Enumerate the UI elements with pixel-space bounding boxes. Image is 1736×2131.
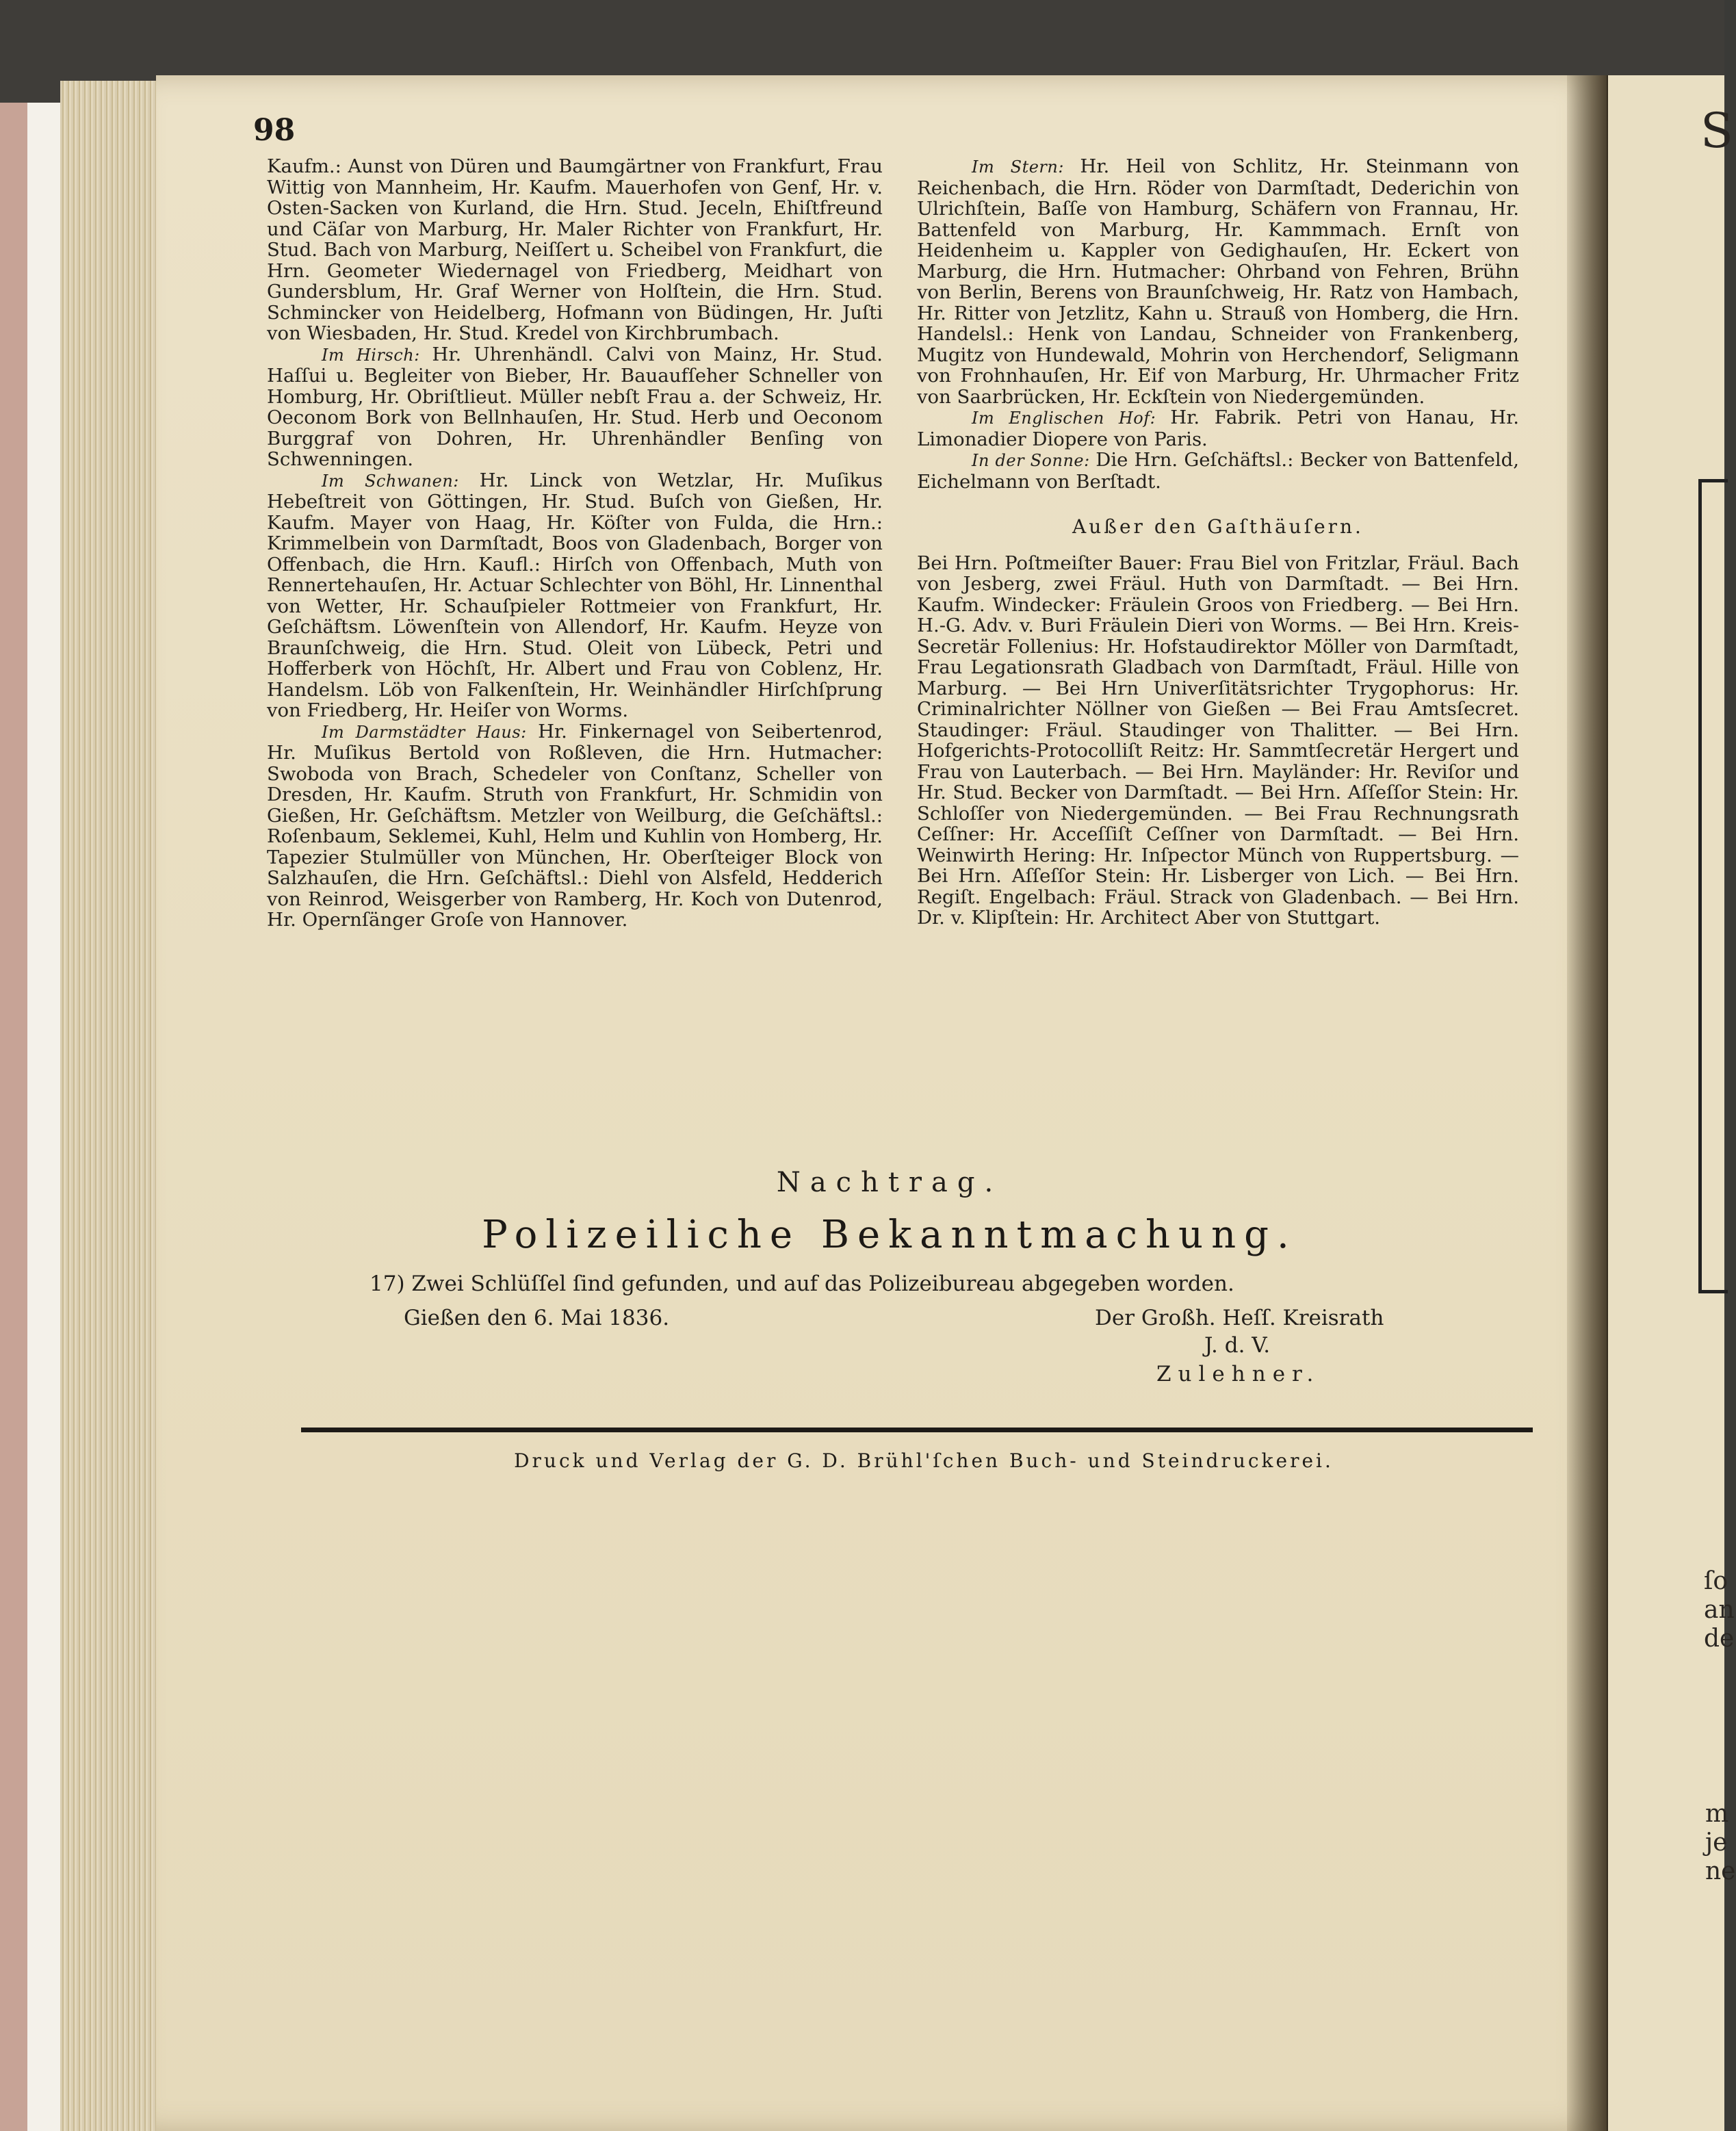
hotel-entry [917, 407, 1519, 450]
entry-text: Hr. Uhrenhändl. Calvi von Mainz, Hr. Stud. Haſſui u. Begleiter von Bieber, Hr. Bauaufſeher Schneller von Homburg, Hr. Obriſtlieut. Müller nebſt Frau a. der Schweiz, Hr. Oeconom Bork von Bellnhauſen, Hr. Stud. Herb und Oeconom Burggraf von Dohren, Hr. Uhrenhändler Benſing von Schwenningen. [267, 343, 883, 470]
hotel-entry [267, 721, 883, 931]
hotel-name: Im Schwanen: [322, 471, 480, 491]
guest-paragraph [917, 553, 1519, 929]
hotel-name: Im Stern: [972, 157, 1080, 177]
notice-title: Polizeiliche Bekanntmachung. [482, 1213, 1297, 1257]
entry-text: Die Hrn. Geſchäftsl.: Becker von Battenfeld, Eichelmann von Berſtadt. [917, 449, 1519, 493]
hotel-name: Im Darmstädter Haus: [322, 722, 539, 742]
facing-page-fragment: an [1704, 1596, 1735, 1624]
signature-office: Der Großh. Heſſ. Kreisrath [1095, 1306, 1384, 1330]
section-heading: Außer den Gaſthäuſern. [1072, 515, 1364, 538]
signature-name: Zulehner. [1156, 1362, 1321, 1386]
left-edge-card [0, 103, 27, 2131]
entry-text: Kaufm.: Aunst von Düren und Baumgärtner von Frankfurt, Frau Wittig von Mannheim, Hr. Kaufm. Mauerhofen von Genf, Hr. v. Osten-Sacken von Kurland, die Hrn. Stud. Jeceln, Ehiſtfreund und Cäſar von Marburg, Hr. Maler Richter von Frankfurt, Hr. Stud. Bach von Marburg, Neiſſert u. Scheibel von Frankfurt, die Hrn. Geometer Wiedernagel von Friedberg, Meidhart von Gundersblum, Hr. Graf Werner von Holſtein, die Hrn. Stud. Schmincker von Heidelberg, Hofmann von Büdingen, Hr. Juſti von Wiesbaden, Hr. Stud. Kredel von Kirchbrumbach. [267, 155, 883, 344]
entry-text: Hr. Linck von Wetzlar, Hr. Muſikus Hebeſtreit von Göttingen, Hr. Stud. Buſch von Gießen, Hr. Kaufm. Mayer von Haag, Hr. Köſter von Fulda, die Hrn.: Krimmelbein von Darmſtadt, Boos von Gladenbach, Borger von Offenbach, die Hrn. Kaufl.: Hirſch von Offenbach, Muth von Rennertehauſen, Hr. Actuar Schlechter von Böhl, Hr. Linnenthal von Wetter, Hr. Schauſpieler Rottmeier von Frankfurt, Hr. Geſchäftsm. Löwenſtein von Allendorf, Hr. Kaufm. Heyze von Braunſchweig, die Hrn. Stud. Oleit von Lübeck, Petri und Hofferberk von Höchſt, Hr. Albert und Frau von Coblenz, Hr. Handelsm. Löb von Falkenſtein, Hr. Weinhändler Hirſchſprung von Friedberg, Hr. Heiſer von Worms. [267, 469, 883, 721]
page-number: 98 [253, 113, 296, 148]
hotel-entry [267, 470, 883, 721]
page-stack-edges [60, 81, 156, 2131]
imprint: Druck und Verlag der G. D. Brühl'ſchen Buch- und Steindruckerei. [514, 1449, 1334, 1472]
entry-text: Bei Hrn. Poſtmeiſter Bauer: Frau Biel von Fritzlar, Fräul. Bach von Jesberg, zwei Fräul. Huth von Darmſtadt. — Bei Hrn. Kaufm. Windecker: Fräulein Groos von Friedberg. — Bei Hrn. H.-G. Adv. v. Buri Fräulein Dieri von Worms. — Bei Hrn. Kreis-Secretär Follenius: Hr. Hofstaudirektor Möller von Darmſtadt, Frau Legationsrath Gladbach von Darmſtadt, Fräul. Hille von Marburg. — Bei Hrn Univerſitätsrichter Trygophorus: Hr. Criminalrichter Nöllner von Gießen — Bei Frau Amtsſecret. Staudinger: Fräul. Staudinger von Thalitter. — Bei Hrn. Hofgerichts-Protocolliſt Reitz: Hr. Sammtſecretär Hergert und Frau von Lauterbach. — Bei Hrn. Mayländer: Hr. Reviſor und Hr. Stud. Becker von Darmſtadt. — Bei Hrn. Aſſeſſor Stein: Hr. Schloſſer von Niedergemünden. — Bei Frau Rechnungsrath Ceſſner: Hr. Acceſſiſt Ceſſner von Darmſtadt. — Bei Hrn. Weinwirth Hering: Hr. Inſpector Münch von Ruppertsburg. — Bei Hrn. Aſſeſſor Stein: Hr. Lisberger von Lich. — Bei Hrn. Regiſt. Engelbach: Fräul. Strack von Gladenbach. — Bei Hrn. Dr. v. Klipſtein: Hr. Architect Aber von Stuttgart. [917, 552, 1519, 929]
facing-page-fragment: ſo [1704, 1567, 1728, 1595]
facing-page-fragment: de [1704, 1625, 1735, 1653]
facing-page-fragment: S [1700, 103, 1733, 159]
left-edge-paper [27, 103, 60, 2131]
facing-page-fragment: je [1705, 1829, 1728, 1857]
imprint-rule [301, 1428, 1533, 1432]
facing-page-fragment: ne [1705, 1857, 1736, 1885]
notice-text: 17) Zwei Schlüſſel ſind gefunden, und auf das Polizeibureau abgegeben worden. [370, 1271, 1234, 1296]
hotel-entry [267, 344, 883, 470]
hotel-name: In der Sonne: [972, 451, 1096, 470]
signature-initials: J. d. V. [1204, 1333, 1271, 1358]
supplement-heading: Nachtrag. [776, 1167, 1003, 1198]
hotel-name: Im Hirsch: [322, 345, 432, 365]
entry-text: Hr. Finkernagel von Seibertenrod, Hr. Muſikus Bertold von Roßleven, die Hrn. Hutmacher: Swoboda von Brach, Schedeler von Conſtanz, Scheller von Dresden, Hr. Kaufm. Struth von Frankfurt, Hr. Schmidin von Gießen, Hr. Geſchäftsm. Metzler von Weilburg, die Geſchäftsl.: Roſenbaum, Seklemei, Kuhl, Helm und Kuhlin von Homberg, Hr. Tapezier Stulmüller von München, Hr. Oberſteiger Block von Salzhauſen, die Hrn. Geſchäftsl.: Diehl von Alsfeld, Hedderich von Reinrod, Weisgerber von Ramberg, Hr. Koch von Dutenrod, Hr. Opernſänger Groſe von Hannover. [267, 720, 883, 931]
entry-text: Hr. Heil von Schlitz, Hr. Steinmann von Reichenbach, die Hrn. Röder von Darmſtadt, Dederichin von Ulrichſtein, Baſſe von Hamburg, Schäfern von Frannau, Hr. Battenfeld von Marburg, Hr. Kammmach. Ernſt von Heidenheim u. Kappler von Gedighauſen, Hr. Eckert von Marburg, die Hrn. Hutmacher: Ohrband von Fehren, Brühn von Berlin, Berens von Braunſchweig, Hr. Ratz von Hambach, Hr. Ritter von Jetzlitz, Kahn u. Strauß von Homberg, die Hrn. Handelsl.: Henk von Landau, Schneider von Frankenberg, Mugitz von Hundewald, Mohrin von Herchendorf, Seligmann von Frohnhauſen, Hr. Eif von Marburg, Hr. Uhrmacher Fritz von Saarbrücken, Hr. Eckſtein von Niedergemünden. [917, 155, 1519, 408]
hotel-name: Im Englischen Hof: [972, 409, 1171, 428]
hotel-entry [917, 156, 1519, 407]
left-column [267, 156, 883, 931]
right-column [917, 156, 1519, 929]
notice-date: Gießen den 6. Mai 1836. [404, 1306, 670, 1330]
entry-text: Hr. Fabrik. Petri von Hanau, Hr. Limonadier Diopere von Paris. [917, 406, 1519, 450]
hotel-entry [917, 450, 1519, 492]
guest-paragraph [267, 156, 883, 344]
facing-page-fragment: m [1705, 1800, 1729, 1828]
book-gutter [1567, 75, 1608, 2131]
facing-page-frame [1698, 479, 1728, 1293]
